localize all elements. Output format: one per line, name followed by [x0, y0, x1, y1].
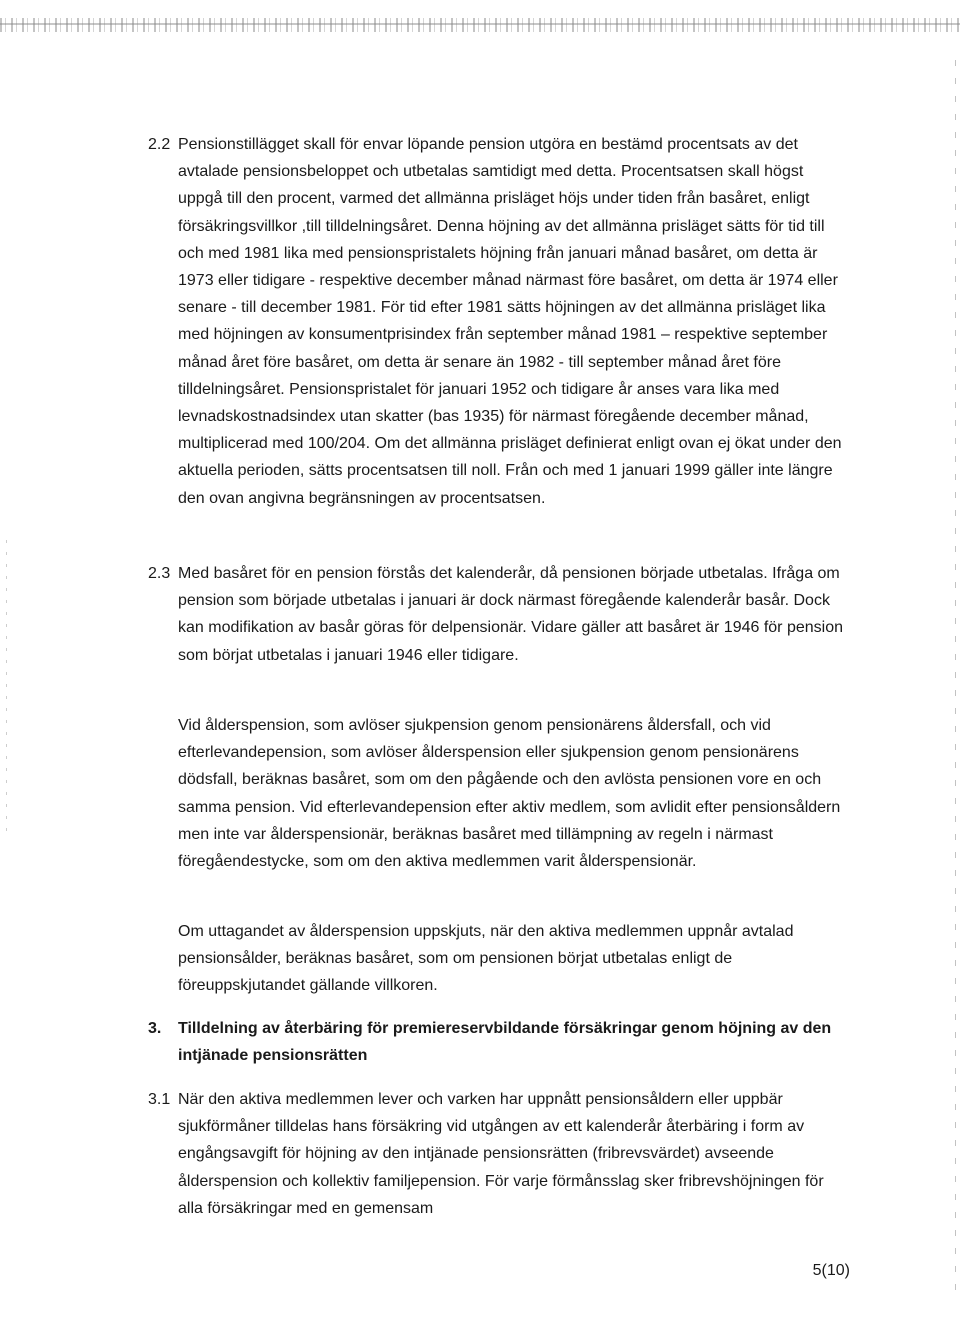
scan-artifact-top: [0, 18, 960, 32]
section-number: 2.2: [148, 136, 171, 153]
scan-artifact-right: [955, 60, 956, 1300]
page-number: 5(10): [812, 1262, 850, 1279]
section-2-3: [148, 560, 848, 669]
section-text: Pensionstillägget skall för envar löpande pension utgöra en bestämd procentsats av det avtalade pensionsbeloppet och utbetalas samtidigt med detta. Procentsatsen skall högst uppgå till den procent, varmed det allmänna prisläget höjs under tiden från basåret, enligt försäkringsvillkor ,till tilldelningsåret. Denna höjning av det allmänna prisläget sätts för tid till och med 1981 lika med pensionspristalets höjning från januari månad basåret, om detta är 1973 eller tidigare - respektive december månad närmast före basåret, om detta är 1974 eller senare - till december 1981. För tid efter 1981 sätts höjningen av det allmänna prisläget lika med höjningen av konsumentprisindex från september månad 1981 – respektive september månad året före basåret, om detta är senare än 1982 - till september månad året före tilldelningsåret. Pensionspristalet för januari 1952 och tidigare år anses vara lika med levnadskostnadsindex utan skatter (bas 1935) för närmast föregående december månad, multiplicerad med 100/204. Om det allmänna prisläget definierat enligt ovan ej ökat under den aktuella perioden, sätts procentsatsen till noll. Från och med 1 januari 1999 gäller inte längre den ovan angivna begränsningen av procentsatsen.: [178, 136, 842, 507]
scan-artifact-left: [6, 540, 7, 840]
paragraph-alderspension: Vid ålderspension, som avlöser sjukpension genom pensionärens åldersfall, och vid efterlevandepension, som avlöser ålderspension eller sjukpension genom pensionärens dödsfall, beräknas basåret, som om den pågående och den avlösta pensionen vore en och samma pension. Vid efterlevandepension efter aktiv medlem, som avlidit efter pensionsåldern men inte var ålderspensionär, beräknas basåret med tillämpning av regeln i närmast föregåendestycke, som om den aktiva medlemmen varit ålderspensionär.: [178, 717, 841, 871]
section-number: 3.1: [148, 1091, 171, 1108]
heading-text: Tilldelning av återbäring för premiereservbildande försäkringar genom höjning av den intjänade pensionsrätten: [178, 1020, 832, 1065]
section-2-2: [148, 131, 848, 512]
section-text: Med basåret för en pension förstås det kalenderår, då pensionen började utbetalas. Ifråga om pension som började utbetalas i januari är dock närmast föregående kalenderår basår. Dock kan modifikation av basår göras för delpensionär. Vidare gäller att basåret är 1946 för pension som börjat utbetalas i januari 1946 eller tidigare.: [178, 565, 843, 664]
paragraph-uttagandet: Om uttagandet av ålderspension uppskjuts, när den aktiva medlemmen uppnår avtalad pensionsålder, beräknas basåret, som om pensionen börjat utbetalas enligt de föreuppskjutandet gällande villkoren.: [178, 923, 794, 995]
heading-number: 3.: [148, 1020, 162, 1037]
section-3-1: [148, 1086, 848, 1222]
section-number: 2.3: [148, 565, 171, 582]
section-text: När den aktiva medlemmen lever och varken har uppnått pensionsåldern eller uppbär sjukförmåner tilldelas hans försäkring vid utgången av ett kalenderår återbäring i form av engångsavgift för höjning av den intjänade pensionsrätten (fribrevsvärdet) avseende ålderspension och kollektiv familjepension. För varje förmånsslag sker fribrevshöjningen för alla försäkringar med en gemensam: [178, 1091, 824, 1217]
section-3-heading: [148, 1015, 848, 1069]
